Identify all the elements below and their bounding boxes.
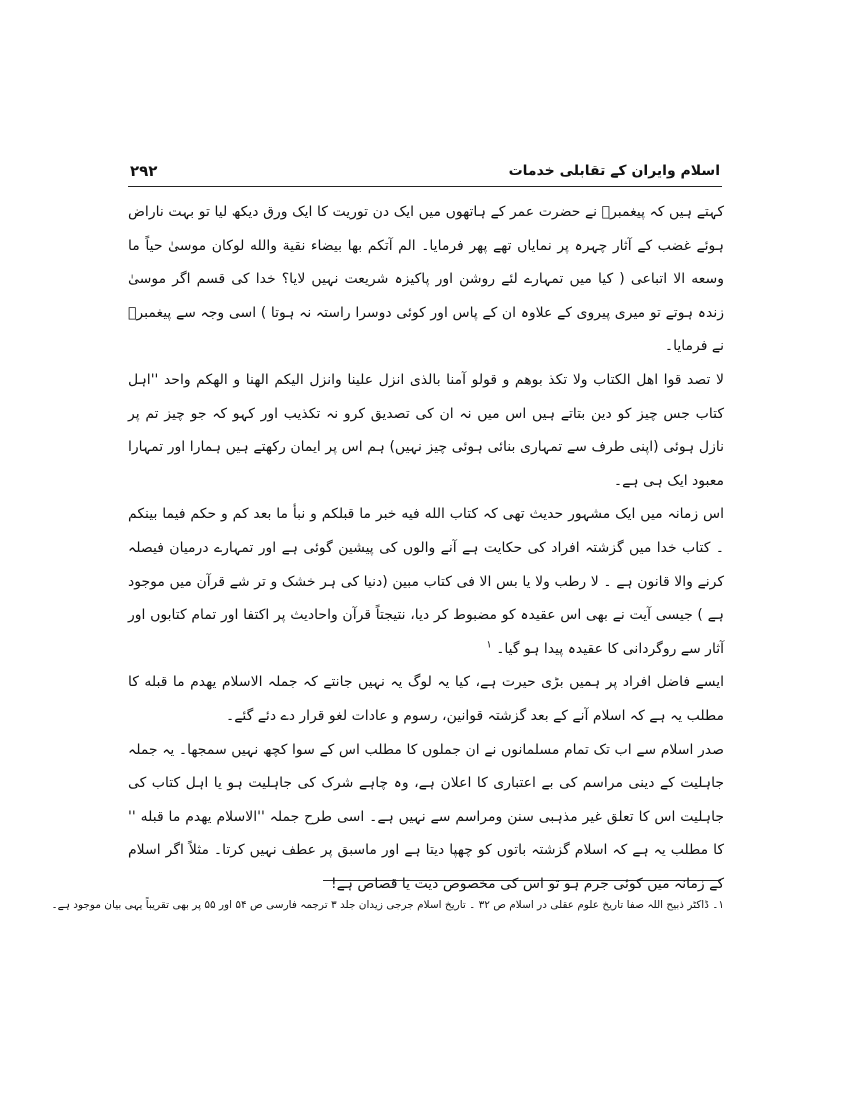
paragraph: لا تصد قوا اهل الكتاب ولا تكذ بوهم و قولو آمنا بالذى انزل علينا وانزل اليكم الهنا و الهكم واحد ''اہل کتاب جس چیز کو دین بتاتے ہیں اس میں نہ ان کی تصدیق کرو نہ تکذیب اور کہو کہ جو چیز تم پر نازل ہوئی (اپنی طرف سے تمہاری بنائی ہوئی چیز نہیں) ہم اس پر ایمان رکھتے ہیں ہمارا اور تمہارا معبود ایک ہی ہے۔ [128,371,724,489]
page-header [130,160,720,182]
page-number: ۲۹۲ [130,162,158,180]
paragraph-text: اس زمانہ میں ایک مشہور حدیث تھی کہ كتاب الله فيه خبر ما قبلكم و نبأ ما بعد كم و حكم فيما بينكم ۔ کتاب خدا میں گزشتہ افراد کی حکایت ہے آنے والوں کی پیشین گوئی ہے اور تمہارے درمیان فیصلہ کرنے والا قانون ہے ۔ لا رطب ولا يا بس الا فى كتاب مبين (دنیا کی ہر خشک و تر شے قرآن میں موجود ہے ) جیسی آیت نے بھی اس عقیدہ کو مضبوط کر دیا، نتیجتاً قرآن واحادیث پر اکتفا اور تمام کتابوں اور آثار سے روگردانی کا عقیدہ پیدا ہو گیا۔ [128,506,724,657]
footnote: ۱۔ ڈاکٹر ذبیح اللہ صفا تاریخ علوم عقلی در اسلام ص ۳۲ ۔ تاریخ اسلام جرجی زیدان جلد ۳ ترجمہ فارسی ص ۵۴ اور ۵۵ پر بھی تقریباً یہی بیان موجود ہے۔ [51,899,724,911]
main-text [128,196,724,901]
paragraph: کہتے ہیں کہ پیغمبرؐ نے حضرت عمر کے ہاتھوں میں ایک دن توریت کا ایک ورق دیکھ لیا تو بہت ناراض ہوئے غضب کے آثار چہرہ پر نمایاں تھے پھر فرمایا۔ الم آتکم بها بيضاء نقية والله لوكان موسىٰ حياً ما وسعه الا اتباعى ( کیا میں تمہارے لئے روشن اور پاکیزہ شریعت نہیں لایا؟ خدا کی قسم اگر موسیٰ زندہ ہوتے تو میری پیروی کے علاوہ ان کے پاس اور کوئی دوسرا راستہ نہ ہوتا ) اسی وجہ سے پیغمبرؐ نے فرمایا۔ [128,204,724,355]
footnote-reference: ۱ [486,639,492,651]
paragraph [128,498,724,666]
paragraph: صدر اسلام سے اب تک تمام مسلمانوں نے ان جملوں کا مطلب اس کے سوا کچھ نہیں سمجھا۔ یہ جملہ جاہلیت کے دینی مراسم کی بے اعتباری کا اعلان ہے، وہ چاہے شرک کی جاہلیت ہو یا اہل کتاب کی جاہلیت اس کا تعلق غیر مذہبی سنن ومراسم سے نہیں ہے۔ اسی طرح جملہ ''الاسلام يهدم ما قبله '' کا مطلب یہ ہے کہ اسلام گزشتہ باتوں کو چھپا دیتا ہے اور ماسبق پر عطف نہیں کرتا۔ مثلاً اگر اسلام کے زمانہ میں کوئی جرم ہو تو اس کی مخصوص دیت یا قصاص ہے! [128,741,724,892]
header-divider [128,186,722,187]
footnote-divider [323,880,721,881]
paragraph: ایسے فاضل افراد پر ہمیں بڑی حیرت ہے، کیا یہ لوگ یہ نہیں جانتے کہ جملہ الاسلام يهدم ما قبله کا مطلب یہ ہے کہ اسلام آنے کے بعد گزشتہ قوانین، رسوم و عادات لغو قرار دے دئے گئے۔ [128,674,724,724]
running-title: اسلام وایران کے تقابلی خدمات [508,163,720,179]
